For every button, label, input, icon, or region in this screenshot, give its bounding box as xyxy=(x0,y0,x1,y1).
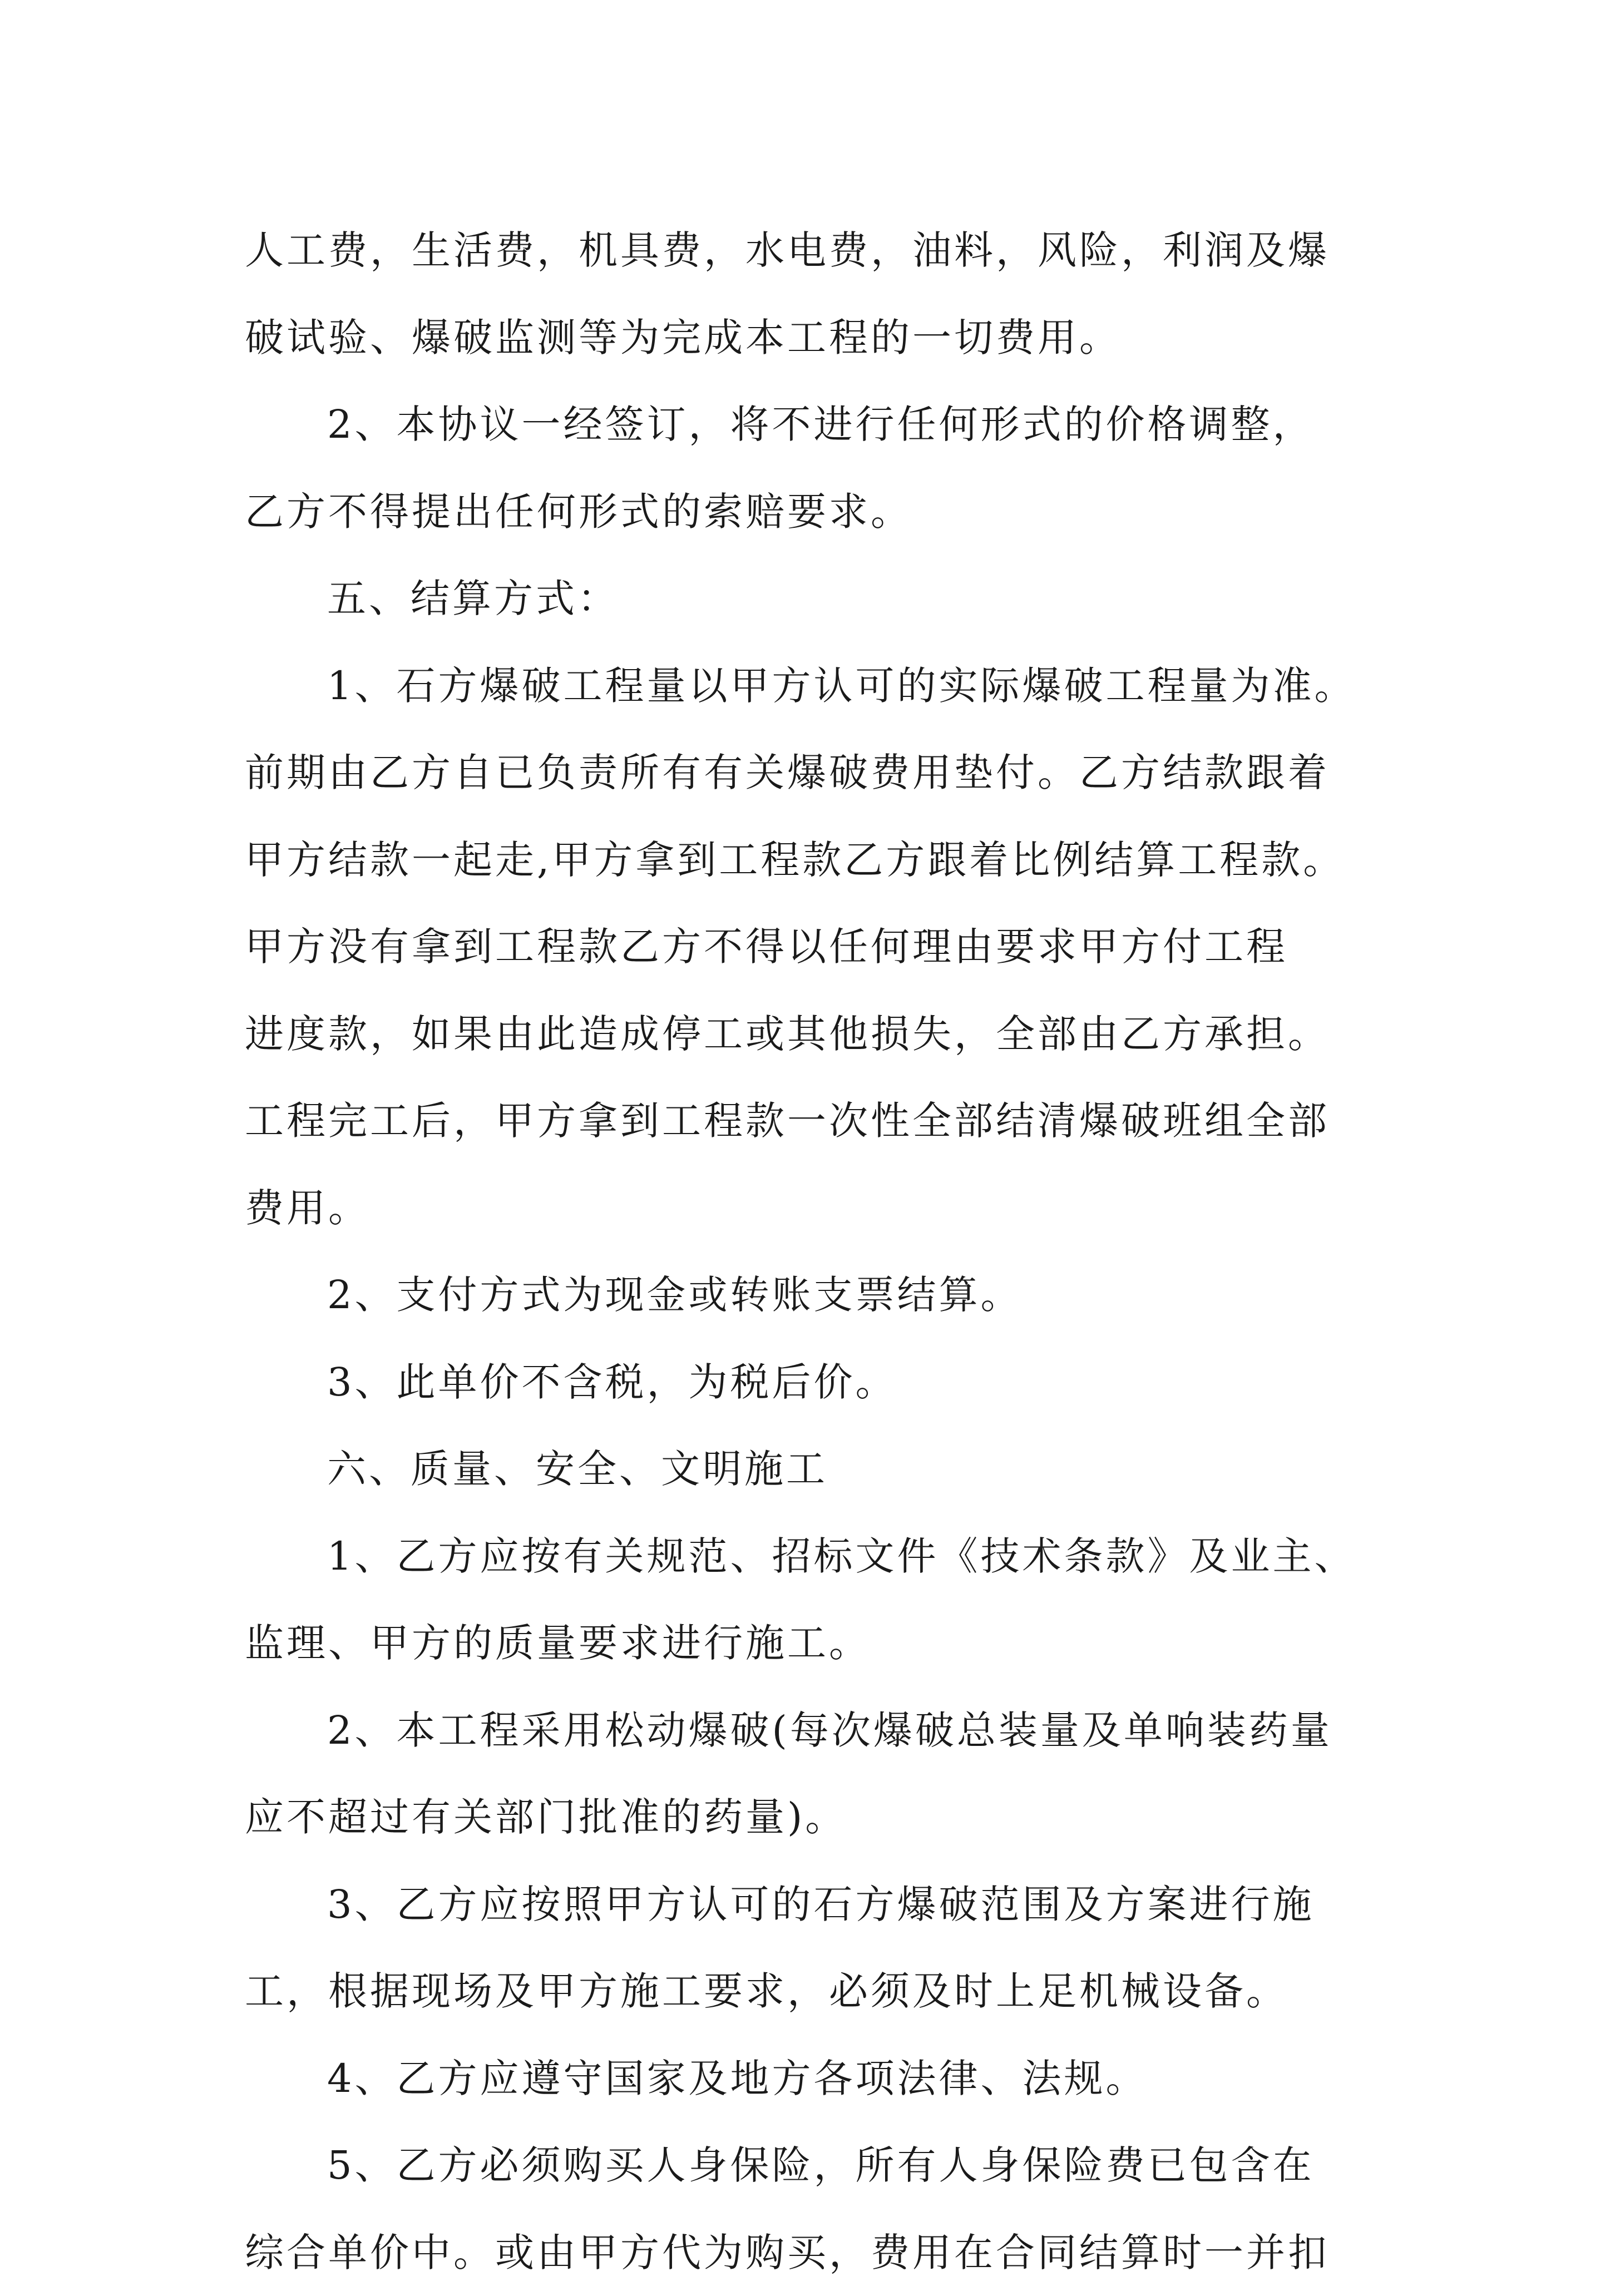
text-line: 甲方结款一起走,甲方拿到工程款乙方跟着比例结算工程款。 xyxy=(245,817,1391,904)
text-line: 1、乙方应按有关规范、招标文件《技术条款》及业主、 xyxy=(245,1513,1391,1600)
text-line: 人工费，生活费，机具费，水电费，油料，风险，利润及爆 xyxy=(245,207,1391,294)
text-line: 2、本协议一经签订，将不进行任何形式的价格调整， xyxy=(245,381,1391,468)
text-line: 综合单价中。或由甲方代为购买，费用在合同结算时一并扣 xyxy=(245,2209,1391,2296)
text-line: 应不超过有关部门批准的药量)。 xyxy=(245,1774,1391,1861)
text-line: 2、本工程采用松动爆破(每次爆破总装量及单响装药量 xyxy=(245,1687,1391,1774)
text-line: 3、此单价不含税，为税后价。 xyxy=(245,1339,1391,1426)
text-line: 进度款，如果由此造成停工或其他损失，全部由乙方承担。 xyxy=(245,991,1391,1078)
text-line: 费用。 xyxy=(245,1165,1391,1252)
text-line: 5、乙方必须购买人身保险，所有人身保险费已包含在 xyxy=(245,2122,1391,2209)
text-line: 工程完工后，甲方拿到工程款一次性全部结清爆破班组全部 xyxy=(245,1077,1391,1165)
section-heading: 六、质量、安全、文明施工 xyxy=(245,1426,1391,1513)
text-line: 工，根据现场及甲方施工要求，必须及时上足机械设备。 xyxy=(245,1948,1391,2035)
text-line: 乙方不得提出任何形式的索赔要求。 xyxy=(245,468,1391,556)
text-line: 4、乙方应遵守国家及地方各项法律、法规。 xyxy=(245,2035,1391,2122)
text-line: 监理、甲方的质量要求进行施工。 xyxy=(245,1600,1391,1687)
document-body xyxy=(245,207,1391,2296)
text-line: 2、支付方式为现金或转账支票结算。 xyxy=(245,1251,1391,1339)
text-line: 3、乙方应按照甲方认可的石方爆破范围及方案进行施 xyxy=(245,1861,1391,1948)
text-line: 1、石方爆破工程量以甲方认可的实际爆破工程量为准。 xyxy=(245,642,1391,730)
text-line: 破试验、爆破监测等为完成本工程的一切费用。 xyxy=(245,294,1391,382)
section-heading: 五、结算方式： xyxy=(245,555,1391,642)
text-line: 前期由乙方自已负责所有有关爆破费用垫付。乙方结款跟着 xyxy=(245,729,1391,817)
text-line: 甲方没有拿到工程款乙方不得以任何理由要求甲方付工程 xyxy=(245,903,1391,991)
